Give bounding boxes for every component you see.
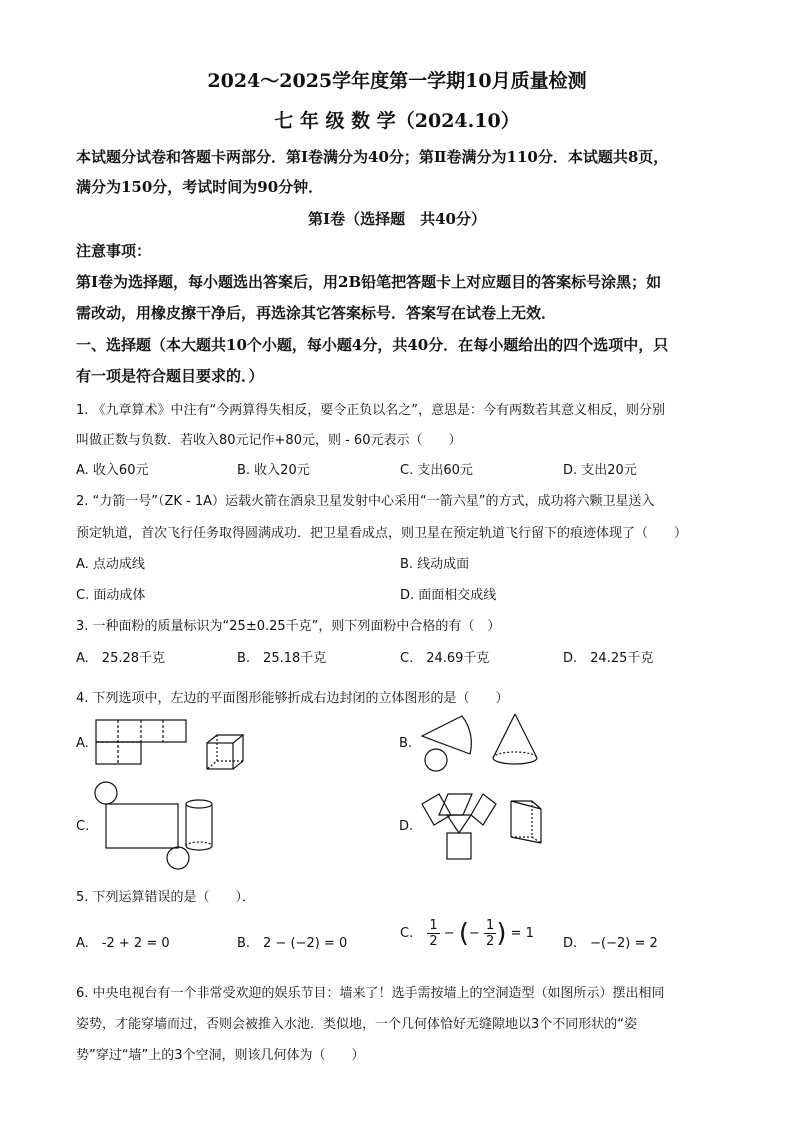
exam-subtitle: 七 年 级 数 学（2024.10） xyxy=(274,110,520,132)
q2-option-b: B. 线动成面 xyxy=(400,557,470,572)
q1-option-b: B. 收入20元 xyxy=(237,463,310,478)
q1-line-1: 1. 《九章算术》中注有“今两算得失相反，要令正负以名之”，意思是：今有两数若其意义相反，则分别 xyxy=(76,403,666,418)
q5-c-left-paren: ( xyxy=(458,918,469,949)
q5-option-b: B. 2 − (−2) = 0 xyxy=(237,936,348,951)
part1-heading-line-1: 一、选择题（本大题共10个小题，每小题4分，共40分．在每小题给出的四个选项中，只 xyxy=(76,336,669,354)
notes-title: 注意事项： xyxy=(76,242,152,260)
q2-option-a: A. 点动成线 xyxy=(76,557,145,572)
q2-option-d: D. 面面相交成线 xyxy=(400,588,497,603)
q5-c-operator: − xyxy=(443,926,455,941)
q4-line-1: 4. 下列选项中，左边的平面图形能够折成右边封闭的立体图形的是（ ） xyxy=(76,691,509,706)
q4-figure-b-net xyxy=(418,712,478,774)
q4-label-c: C. xyxy=(76,819,90,834)
q1-option-c: C. 支出60元 xyxy=(400,463,473,478)
q1-line-2: 叫做正数与负数．若收入80元记作+80元，则 - 60元表示（ ） xyxy=(76,433,462,448)
q3-option-d: D. 24.25千克 xyxy=(563,651,654,666)
q3-option-c: C. 24.69千克 xyxy=(400,651,490,666)
part1-heading-line-2: 有一项是符合题目要求的．） xyxy=(76,367,264,385)
q4-label-d: D. xyxy=(399,819,414,834)
q3-option-b: B. 25.18千克 xyxy=(237,651,327,666)
q3-line-1: 3. 一种面粉的质量标识为“25±0.25千克”，则下列面粉中合格的有（ ） xyxy=(76,619,501,634)
q5-c-rhs: = 1 xyxy=(510,926,534,941)
q6-line-3: 势”穿过“墙”上的3个空洞，则该几何体为（ ） xyxy=(76,1048,365,1063)
q4-figure-d-prism xyxy=(508,797,544,847)
section-heading: 第Ⅰ卷（选择题 共40分） xyxy=(308,210,486,228)
intro-line-1: 本试题分试卷和答题卡两部分．第Ⅰ卷满分为40分；第Ⅱ卷满分为110分．本试题共8页， xyxy=(76,148,669,166)
q4-figure-d-net xyxy=(420,790,498,862)
q5-option-a: A. -2 + 2 = 0 xyxy=(76,936,170,951)
q5-option-c-fraction-2 xyxy=(484,918,496,949)
q4-label-b: B. xyxy=(399,736,413,751)
q4-figure-b-cone xyxy=(491,712,541,768)
q4-label-a: A. xyxy=(76,736,89,751)
q5-line-1: 5. 下列运算错误的是（ ）． xyxy=(76,890,256,905)
q2-line-2: 预定轨道，首次飞行任务取得圆满成功．把卫星看成点，则卫星在预定轨道飞行留下的痕迹体现了（ ） xyxy=(76,526,688,541)
q2-option-c: C. 面动成体 xyxy=(76,588,146,603)
notes-line-2: 需改动，用橡皮擦干净后，再选涂其它答案标号．答案写在试卷上无效． xyxy=(76,304,557,322)
q1-option-a: A. 收入60元 xyxy=(76,463,149,478)
q5-c-numerator-1: 1 xyxy=(429,918,438,933)
q6-line-1: 6. 中央电视台有一个非常受欢迎的娱乐节目：墙来了！选手需按墙上的空洞造型（如图所示）摆出相同 xyxy=(76,986,665,1001)
q2-line-1: 2. “力箭一号”（ZK - 1A）运载火箭在酒泉卫星发射中心采用“一箭六星”的方式，成功将六颗卫星送入 xyxy=(76,494,655,509)
q5-option-c-label: C. xyxy=(400,926,414,941)
exam-title: 2024～2025学年度第一学期10月质量检测 xyxy=(207,70,587,92)
q4-figure-a-net xyxy=(94,718,188,768)
notes-line-1: 第Ⅰ卷为选择题，每小题选出答案后，用2B铅笔把答题卡上对应题目的答案标号涂黑；如 xyxy=(76,273,662,291)
q6-line-2: 姿势，才能穿墙而过，否则会被推入水池．类似地，一个几何体恰好无缝隙地以3个不同形状的“姿 xyxy=(76,1017,638,1032)
q3-option-a: A. 25.28千克 xyxy=(76,651,166,666)
q5-option-c-fraction-1 xyxy=(427,918,439,949)
q5-c-numerator-2: 1 xyxy=(486,918,495,933)
q4-figure-a-cube xyxy=(205,733,245,771)
q5-c-denominator-1: 2 xyxy=(429,934,438,949)
q5-c-denominator-2: 2 xyxy=(486,934,495,949)
q4-figure-c-cylinder xyxy=(184,798,216,854)
q5-option-d: D. −(−2) = 2 xyxy=(563,936,658,951)
q5-c-right-paren: ) xyxy=(496,918,507,949)
intro-line-2: 满分为150分，考试时间为90分钟． xyxy=(76,178,324,196)
q5-c-minus: − xyxy=(468,926,480,941)
q5-option-c xyxy=(400,918,534,949)
q1-option-d: D. 支出20元 xyxy=(563,463,637,478)
q4-figure-c-net xyxy=(92,780,194,872)
